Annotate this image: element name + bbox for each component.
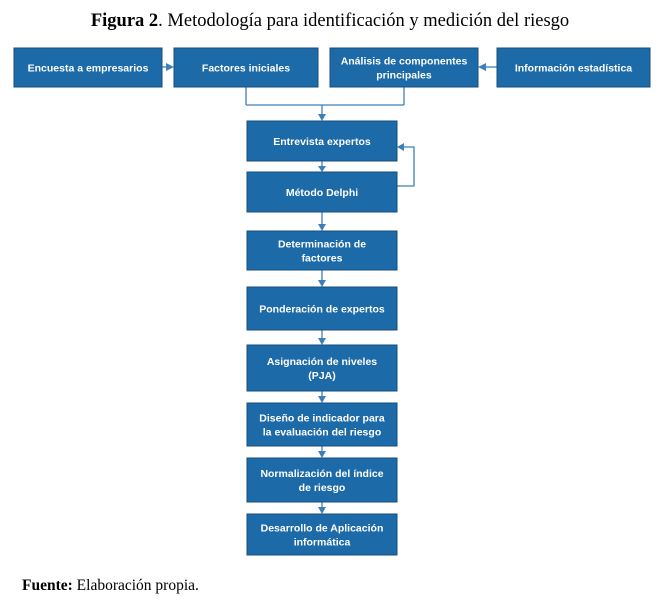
box-entrevista-expertos [247, 121, 397, 161]
source-text: Elaboración propia. [72, 577, 199, 594]
arrowhead [318, 224, 326, 231]
box-label: la evaluación del riesgo [262, 426, 382, 439]
box-shape [247, 345, 397, 391]
caption-text: . Metodología para identificación y medición del riesgo [158, 11, 570, 31]
box-label: Diseño de indicador para [259, 412, 385, 425]
box-label: principales [376, 69, 432, 82]
box-shape [247, 514, 397, 555]
arrowhead [318, 114, 326, 121]
arrowhead [478, 63, 486, 71]
arrowhead [397, 143, 404, 151]
box-label: Asignación de niveles [266, 356, 378, 368]
box-label: Determinación de [277, 238, 367, 251]
box-label: Factores iniciales [201, 62, 291, 75]
process-boxes [14, 48, 650, 555]
box-encuesta-empresarios [14, 48, 162, 87]
box-factores-iniciales [174, 48, 318, 87]
box-label: de riesgo [298, 482, 346, 494]
box-label: Entrevista expertos [273, 136, 371, 148]
box-label: informática [293, 536, 351, 549]
source-label: Fuente: [22, 577, 73, 594]
box-label: factores [301, 252, 343, 265]
box-determinacion-factores [247, 231, 397, 270]
arrowhead [318, 507, 326, 514]
arrowhead [318, 166, 326, 172]
arrowhead [318, 451, 326, 458]
arrowhead [318, 396, 326, 403]
box-shape [247, 403, 397, 446]
arrowhead [166, 63, 174, 71]
box-label: Encuesta a empresarios [27, 62, 149, 75]
box-diseno-indicador [247, 403, 397, 446]
box-label: Información estadística [514, 62, 633, 75]
box-label: Método Delphi [285, 187, 359, 199]
box-label: Análisis de componentes [340, 55, 468, 68]
box-asignacion-niveles [247, 345, 397, 391]
box-label: Normalización del índice [260, 468, 384, 480]
arrowhead [318, 338, 326, 345]
box-label: (PJA) [308, 370, 336, 382]
source-note [22, 577, 199, 595]
arrowhead [318, 280, 326, 287]
box-label: Desarrollo de Aplicación [260, 522, 384, 535]
box-label: Ponderación de expertos [259, 303, 385, 316]
box-shape [247, 458, 397, 502]
box-desarrollo-aplicacion [247, 514, 397, 555]
arrow-delphi-feedback [397, 147, 414, 186]
box-analisis-componentes [330, 48, 478, 87]
box-metodo-delphi [247, 172, 397, 212]
box-ponderacion-expertos [247, 287, 397, 330]
box-informacion-estadistica [497, 48, 650, 87]
caption-label: Figura 2 [90, 11, 159, 31]
box-normalizacion-indice [247, 458, 397, 502]
